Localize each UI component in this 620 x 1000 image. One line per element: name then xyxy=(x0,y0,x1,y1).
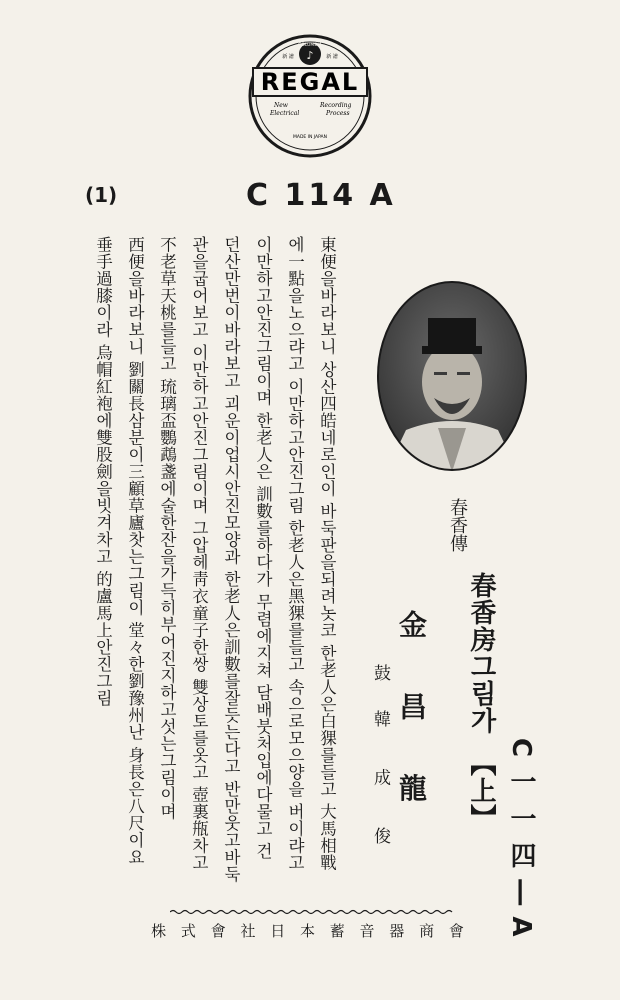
catalog-number: C 114 A xyxy=(246,178,396,213)
logo-small-right: 新 譜 xyxy=(326,54,338,60)
footer-wavy-rule xyxy=(170,909,455,915)
series-title: 春香傳 xyxy=(447,498,468,552)
logo-top-text: COLUMBIA xyxy=(298,43,322,48)
company-name: 株 式 會 社 日 本 蓄 音 器 商 會 xyxy=(151,922,469,940)
lyric-line-7: 西便을바라보니 劉關長삼분이三顧草廬찻는그림이 堂々한劉豫州난 身長은八尺이요 xyxy=(125,236,145,866)
logo-tag-left: New xyxy=(274,102,288,109)
side-number: (1) xyxy=(85,183,118,207)
logo-brand: REGAL xyxy=(260,68,360,96)
record-title: 春香房그림가 xyxy=(466,572,496,734)
svg-text:♪: ♪ xyxy=(306,49,314,62)
lyric-line-3: 이만하고안진그림이며 한老人은 訓數를하다가 무렴에지쳐 담배붓처입에다물고 건 xyxy=(253,236,273,860)
regal-label-logo xyxy=(248,34,372,158)
logo-tag-right2: Process xyxy=(326,110,350,117)
player-label: 鼓 xyxy=(370,664,390,681)
logo-disc xyxy=(248,34,372,158)
player-name: 韓 成 俊 xyxy=(370,710,390,862)
singer-portrait xyxy=(376,280,528,472)
lyric-line-2: 에一點을노으랴고 이만하고안진그림 한老人은黑猓를들고 속으로모으양을 버이랴고 xyxy=(285,236,305,871)
lyric-line-6: 不老草天桃를들고 琉璃盃鸚鵡盞에술한잔을가득히부어진지하고섯는그림이며 xyxy=(157,236,177,820)
logo-tag-right: Recording xyxy=(320,102,352,109)
lyric-line-4: 던산만번이바라보고 괴운이업시안진모양과 한老人은訓數를잘듯는다고 반만웃고바둑 xyxy=(221,236,241,883)
record-part: 【上】 xyxy=(466,750,496,831)
logo-bottom-text: MADE IN JAPAN xyxy=(292,135,328,140)
logo-small-left: 新 譜 xyxy=(282,54,294,60)
lyric-line-8: 垂手過膝이라 烏帽紅袍에雙股劍을빗겨차고 的盧馬上안진그림 xyxy=(93,236,113,707)
catalog-vertical: C 一 一 四 ― A xyxy=(506,738,536,938)
logo-tag-left2: Electrical xyxy=(270,110,300,117)
singer-name: 金 昌 龍 xyxy=(395,610,428,824)
lyric-line-1: 東便을바라보니 상산四皓네로인이 바둑판을되려놋코 한老人은白猓를들고 大馬相戰 xyxy=(317,236,337,871)
lyric-line-5: 관을굽어보고 이만하고안진그림이며 그압헤靑衣童子한쌍 雙상토를옷고 壺裏甁차고 xyxy=(189,236,209,871)
